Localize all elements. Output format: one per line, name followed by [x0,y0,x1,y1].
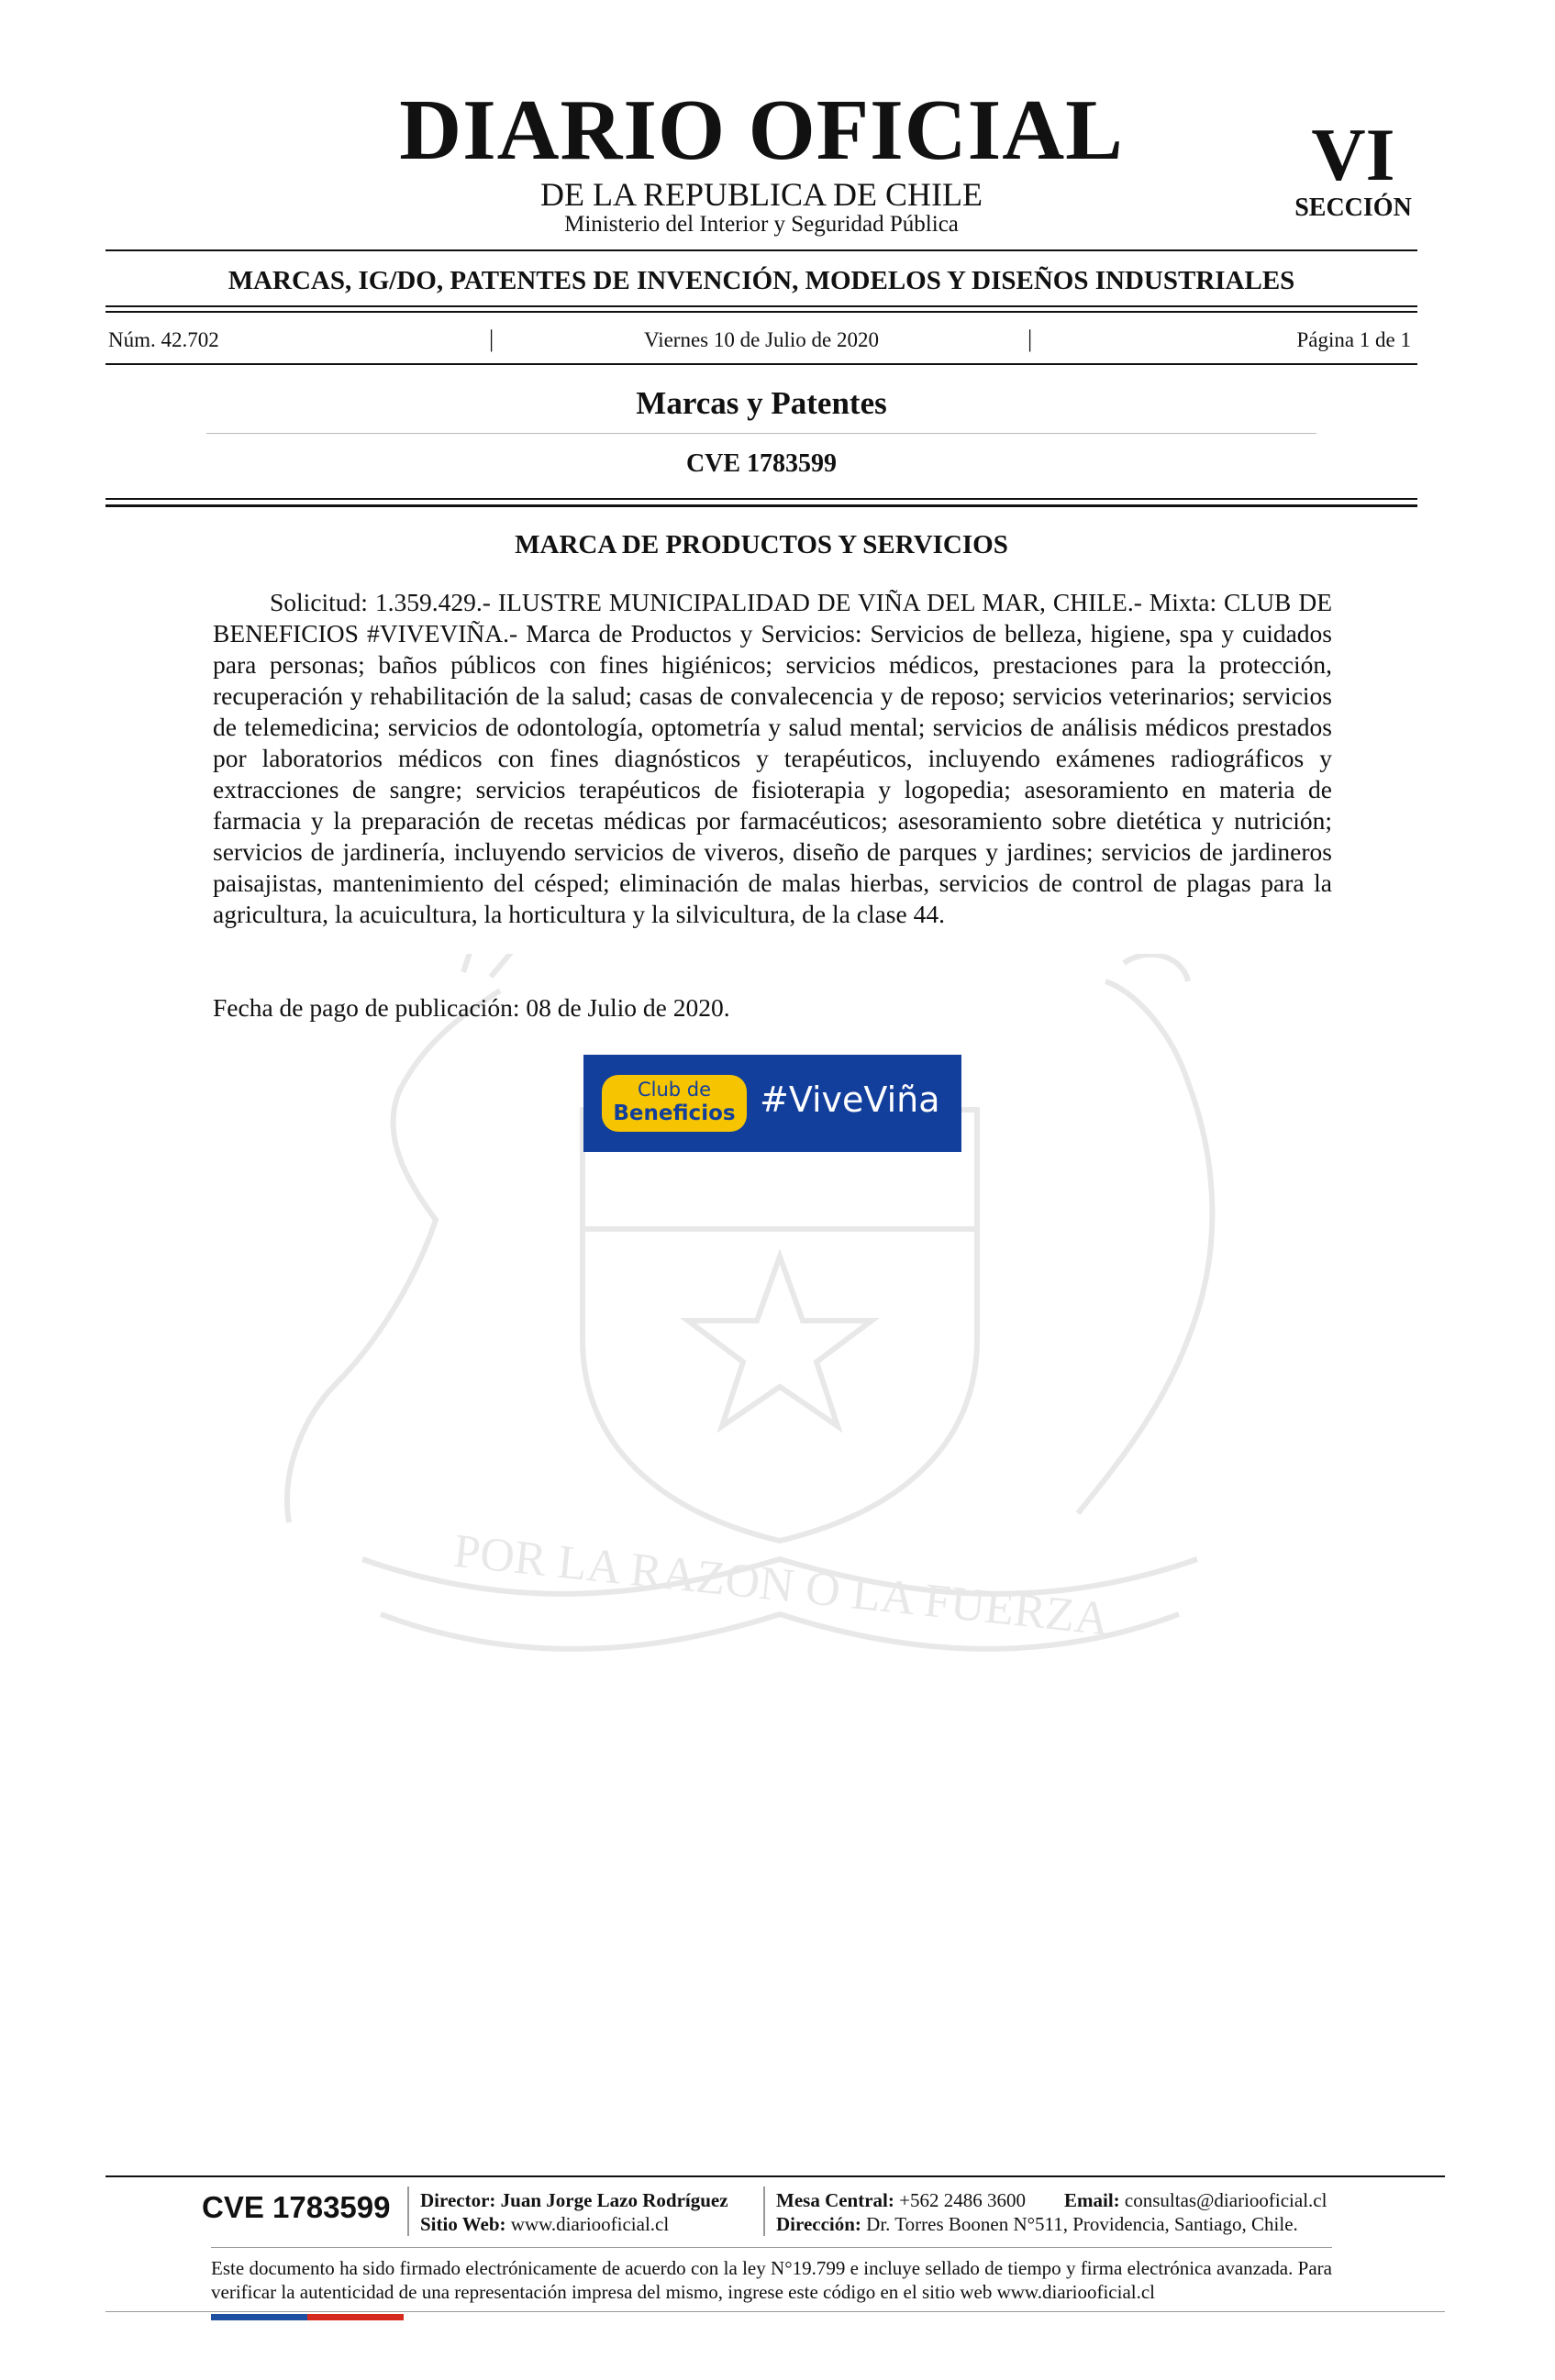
footer-rule-bottom [106,2311,1445,2312]
logo-line-2: Beneficios [613,1101,736,1125]
issue-number: Núm. 42.702 [108,328,219,351]
cve-rule-b [106,504,1417,507]
flag-stripe-blue [211,2314,307,2320]
section-number: VI [1311,113,1395,196]
email-link[interactable]: consultas@diariooficial.cl [1124,2189,1327,2211]
payment-date: Fecha de pago de publicación: 08 de Julio de 2020. [213,993,730,1022]
notice-heading: MARCA DE PRODUCTOS Y SERVICIOS [515,530,1008,559]
footer-director-block [420,2188,728,2236]
newspaper-title: DIARIO OFICIAL [399,83,1124,178]
footer-divider-2 [763,2186,765,2236]
footer-rule-mid [211,2247,1332,2248]
flag-stripe-red [307,2314,404,2320]
address: Dr. Torres Boonen N°511, Providencia, Santiago, Chile. [866,2213,1298,2235]
cve-rule-a [106,498,1417,500]
page-count: Página 1 de 1 [1296,328,1411,351]
logo-badge [602,1075,747,1132]
section-label: SECCIÓN [1294,194,1412,222]
issue-date: Viernes 10 de Julio de 2020 [643,328,880,351]
email-label: Email: [1064,2189,1120,2211]
director-name: Juan Jorge Lazo Rodríguez [500,2189,728,2211]
header-rule-double-b [106,311,1417,313]
section-title-underline [206,433,1316,434]
issue-separator-left: | [489,326,494,352]
issue-separator-right: | [1027,326,1033,352]
footer-cve-code: CVE 1783599 [202,2190,391,2224]
ministry-name: Ministerio del Interior y Seguridad Pública [564,212,959,237]
footer-disclaimer: Este documento ha sido firmado electrónicamente de acuerdo con la ley N°19.799 e incluye sellado de tiempo y firma electrónica avanzada. Para verificar la autenticidad de una representación impresa del mismo, ingrese este código en el sitio web www.diariooficial.cl [211,2257,1332,2303]
newspaper-subtitle: DE LA REPUBLICA DE CHILE [540,176,983,213]
website-link[interactable]: www.diariooficial.cl [510,2213,670,2235]
section-title: Marcas y Patentes [636,385,887,421]
header-rule-top [106,249,1417,251]
header-rule-double-a [106,305,1417,307]
issue-bar-rule [106,363,1417,365]
phone-number: +562 2486 3600 [899,2189,1026,2211]
phone-label: Mesa Central: [776,2189,894,2211]
category-banner: MARCAS, IG/DO, PATENTES DE INVENCIÓN, MODELOS Y DISEÑOS INDUSTRIALES [228,266,1295,295]
director-label: Director: [420,2189,496,2211]
logo-hashtag: #ViveViña [760,1079,940,1120]
brand-logo [583,1055,961,1152]
website-label: Sitio Web: [420,2213,506,2235]
logo-line-1: Club de [637,1079,712,1101]
footer-rule-top [106,2175,1445,2177]
footer-email-block [1064,2188,1327,2212]
notice-body: Solicitud: 1.359.429.- ILUSTRE MUNICIPALIDAD DE VIÑA DEL MAR, CHILE.- Mixta: CLUB DE BENEFICIOS #VIVEVIÑA.- Marca de Productos y Servicios: Servicios de belleza, higiene, spa y cuidados para personas; baños públicos con fines higiénicos; servicios médicos, prestaciones para la protección, recuperación y rehabilitación de la salud; casas de convalecencia y de reposo; servicios veterinarios; servicios de telemedicina; servicios de odontología, optometría y salud mental; servicios de análisis médicos prestados por laboratorios médicos con fines diagnósticos y terapéuticos, incluyendo exámenes radiográficos y extracciones de sangre; servicios terapéuticos de fisioterapia y logopedia; asesoramiento en materia de farmacia y la preparación de recetas médicas por farmacéuticos; asesoramiento sobre dietética y nutrición; servicios de jardinería, incluyendo servicios de viveros, diseño de parques y jardines; servicios de jardineros paisajistas, mantenimiento del césped; eliminación de malas hierbas, servicios de control de plagas para la agricultura, la acuicultura, la horticultura y la silvicultura, de la clase 44. [213,588,1332,928]
cve-code: CVE 1783599 [685,449,838,478]
address-label: Dirección: [776,2213,861,2235]
watermark-motto: POR LA RAZON O LA FUERZA [450,1524,1112,1646]
footer-divider-1 [407,2186,409,2236]
